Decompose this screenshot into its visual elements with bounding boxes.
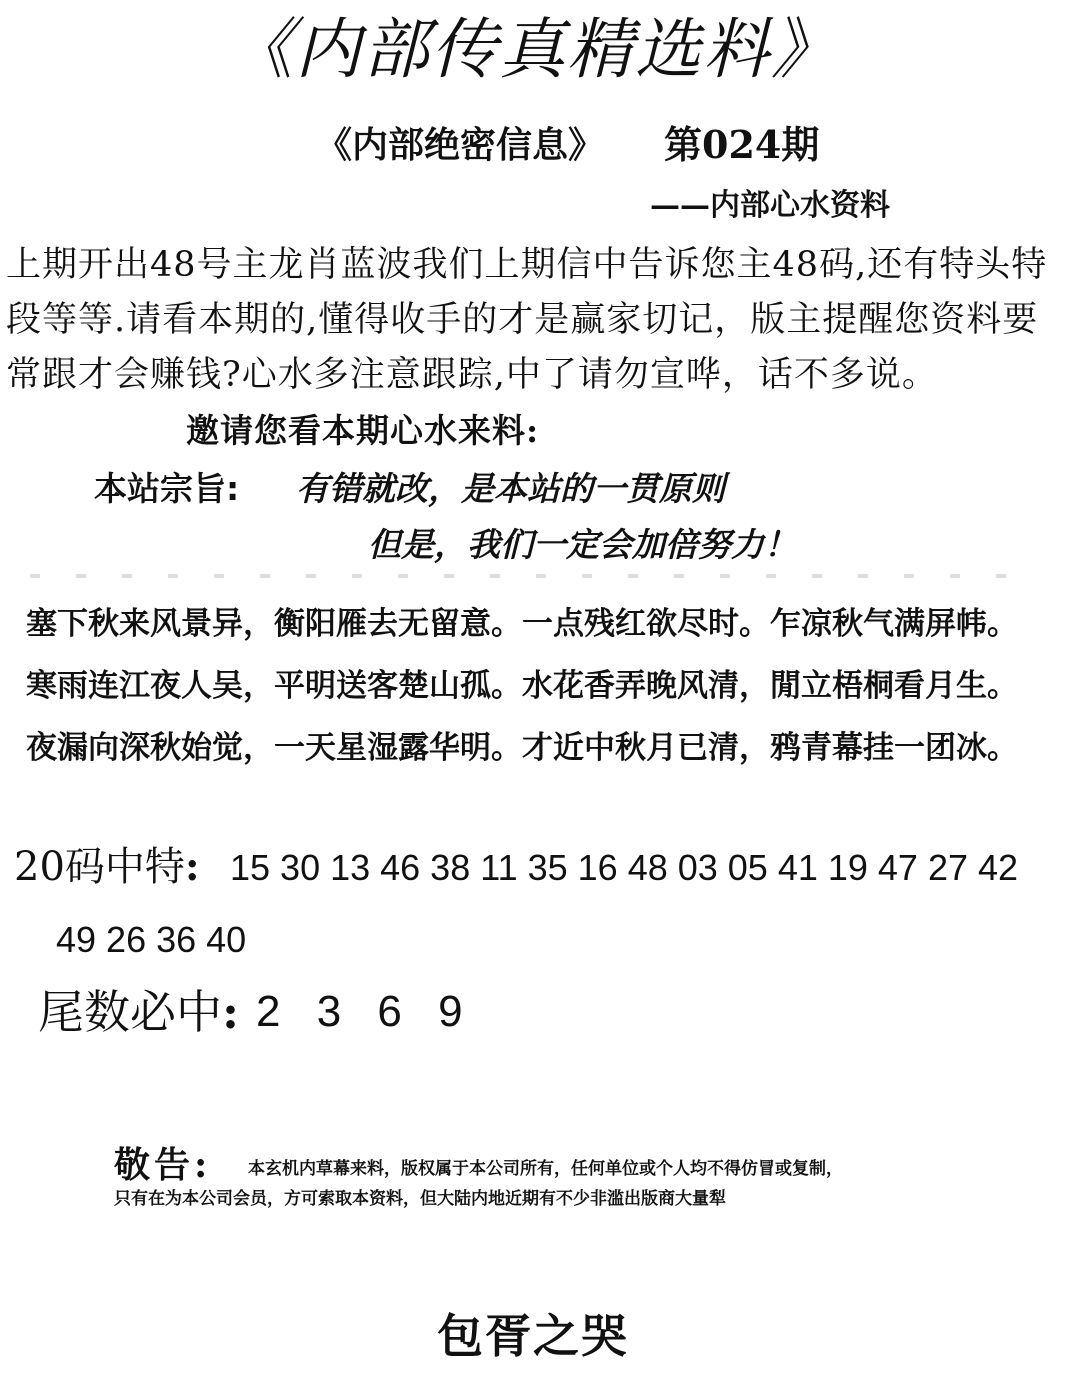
page-title: 《内部传真精选料》 [227,11,839,88]
poem-line-2: 寒雨连江夜人吴，平明送客楚山孤。水花香弄晚风清，閒立梧桐看月生。 [26,668,1018,704]
intro-paragraph [6,238,1062,459]
tail-label: 尾数必中 [38,985,222,1039]
invite-text: 邀请您看本期心水来料: [186,411,540,450]
subtitle: 《内部绝密信息》 [316,124,605,166]
signature: 包胥之哭 [437,1309,629,1363]
poem-line-3: 夜漏向深秋始觉，一天星湿露华明。才近中秋月已清，鸦青幕挂一团冰。 [26,730,1018,766]
numbers-label-wrap [14,840,200,894]
tail-label-wrap [38,982,239,1042]
numbers-line-1: 15 30 13 46 38 11 35 16 48 03 05 41 19 47 27 42 [230,847,1019,888]
notice-line-1: 本玄机内草幕来料，版权属于本公司所有，任何单位或个人均不得仿冒或复制， [248,1159,843,1179]
motto-line-1: 有错就改，是本站的一贯原则 [296,469,725,508]
notice-label: 敬告: [114,1144,212,1186]
numbers-colon: : [184,843,200,890]
issue-number: 第024期 [664,122,820,167]
poem-line-1: 塞下秋来风景异，衡阳雁去无留意。一点残红欲尽时。乍凉秋气满屏帏。 [26,606,1018,642]
notice-line-2: 只有在为本公司会员，方可索取本资料，但大陆内地近期有不少非滥出版商大量犁 [114,1189,726,1209]
decorative-divider [30,574,1030,578]
source-line: ——内部心水资料 [650,188,890,223]
motto-line-2: 但是，我们一定会加倍努力！ [368,525,797,564]
numbers-label: 20码中特 [14,844,185,890]
intro-text: 上期开出48号主龙肖蓝波我们上期信中告诉您主48码,还有特头特段等等.请看本期的,懂得收手的才是赢家切记，版主提醒您资料要常跟才会赚钱?心水多注意跟踪,中了请勿宣哗，话不多说。 [6,245,1048,395]
tail-colon: : [222,985,239,1039]
motto-label: 本站宗旨: [94,469,240,508]
numbers-line-2: 49 26 36 40 [56,919,247,960]
tail-values: 2 3 6 9 [256,987,463,1036]
